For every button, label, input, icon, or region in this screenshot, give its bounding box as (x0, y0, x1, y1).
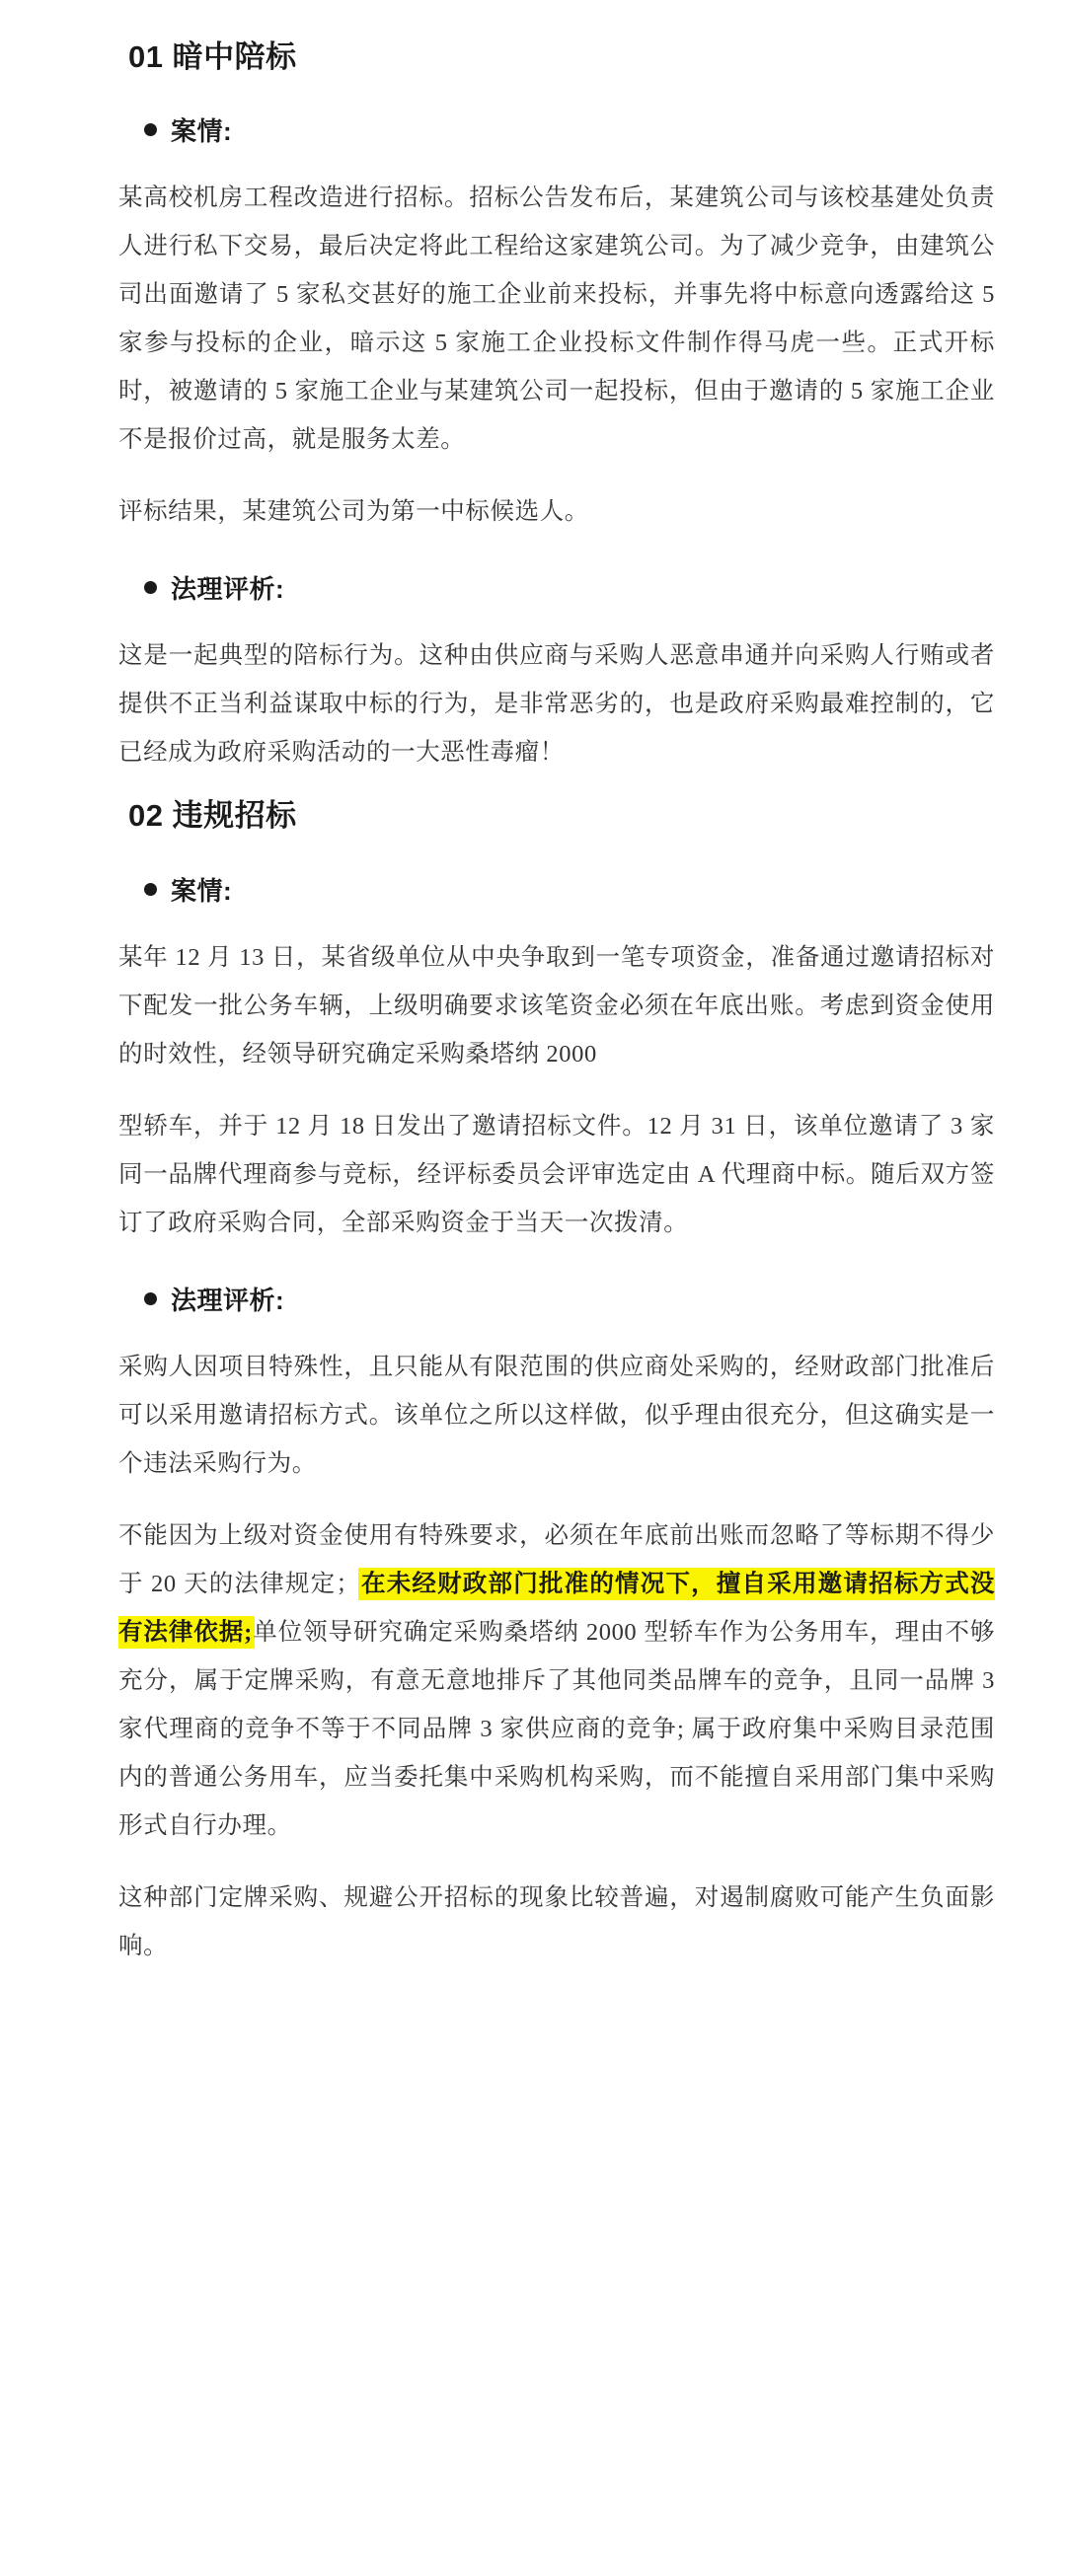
paragraph-tail-text: 单位领导研究确定采购桑塔纳 2000 型轿车作为公务用车，理由不够充分，属于定牌采购，有意无意地排斥了其他同类品牌车的竞争，且同一品牌 3 家代理商的竞争不等于不同品牌 3 家供应商的竞争; 属于政府集中采购目录范围内的普通公务用车，应当委托集中采购机构采购，而不能擅自采用部门集中采购形式自行办理。 (118, 1618, 995, 1839)
bullet-icon (144, 883, 157, 896)
section-02-case-heading (144, 871, 995, 908)
bullet-icon (144, 581, 157, 594)
section-01 (118, 36, 995, 776)
sub-heading-label: 案情: (171, 116, 233, 147)
section-02-title: 02 违规招标 (128, 798, 297, 834)
paragraph: 采购人因项目特殊性，且只能从有限范围的供应商处采购的，经财政部门批准后可以采用邀请招标方式。该单位之所以这样做，似乎理由很充分，但这确实是一个违法采购行为。 (118, 1353, 995, 1477)
sub-heading-label: 法理评析: (171, 1285, 285, 1315)
section-02-analysis-heading (144, 1281, 995, 1317)
bullet-icon (144, 1292, 157, 1305)
paragraph-lead-text: 不能因为上级对资金使用有特殊要求，必须在年底前出账而忽略了等标期不得少于 20 天的法律规定； (118, 1521, 995, 1597)
highlighted-text: 在未经财政部门批准的情况下，擅自采用邀请招标方式没有法律依据; (118, 1570, 995, 1646)
section-02 (118, 794, 995, 1969)
sub-heading-label: 案情: (171, 875, 233, 906)
paragraph: 某高校机房工程改造进行招标。招标公告发布后，某建筑公司与该校基建处负责人进行私下交易，最后决定将此工程给这家建筑公司。为了减少竞争，由建筑公司出面邀请了 5 家私交甚好的施工企业前来投标，并事先将中标意向透露给这 5 家参与投标的企业，暗示这 5 家施工企业投标文件制作得马虎一些。正式开标时，被邀请的 5 家施工企业与某建筑公司一起投标，但由于邀请的 5 家施工企业不是报价过高，就是服务太差。 (118, 184, 995, 454)
paragraph-with-highlight (118, 1511, 995, 1850)
section-01-analysis-heading (144, 569, 995, 606)
paragraph: 型轿车，并于 12 月 18 日发出了邀请招标文件。12 月 31 日，该单位邀请了 3 家同一品牌代理商参与竞标，经评标委员会评审选定由 A 代理商中标。随后双方签订了政府采购合同，全部采购资金于当天一次拨清。 (118, 1112, 995, 1236)
paragraph: 某年 12 月 13 日，某省级单位从中央争取到一笔专项资金，准备通过邀请招标对下配发一批公务车辆，上级明确要求该笔资金必须在年底出账。考虑到资金使用的时效性，经领导研究确定采购桑塔纳 2000 (118, 943, 995, 1067)
paragraph: 这种部门定牌采购、规避公开招标的现象比较普遍，对遏制腐败可能产生负面影响。 (118, 1883, 995, 1959)
bullet-icon (144, 123, 157, 136)
sub-heading-label: 法理评析: (171, 574, 285, 605)
section-01-title: 01 暗中陪标 (128, 39, 297, 74)
section-01-case-heading (144, 111, 995, 148)
paragraph: 评标结果，某建筑公司为第一中标候选人。 (118, 498, 589, 526)
paragraph: 这是一起典型的陪标行为。这种由供应商与采购人恶意串通并向采购人行贿或者提供不正当利益谋取中标的行为，是非常恶劣的，也是政府采购最难控制的，它已经成为政府采购活动的一大恶性毒瘤！ (118, 642, 995, 767)
